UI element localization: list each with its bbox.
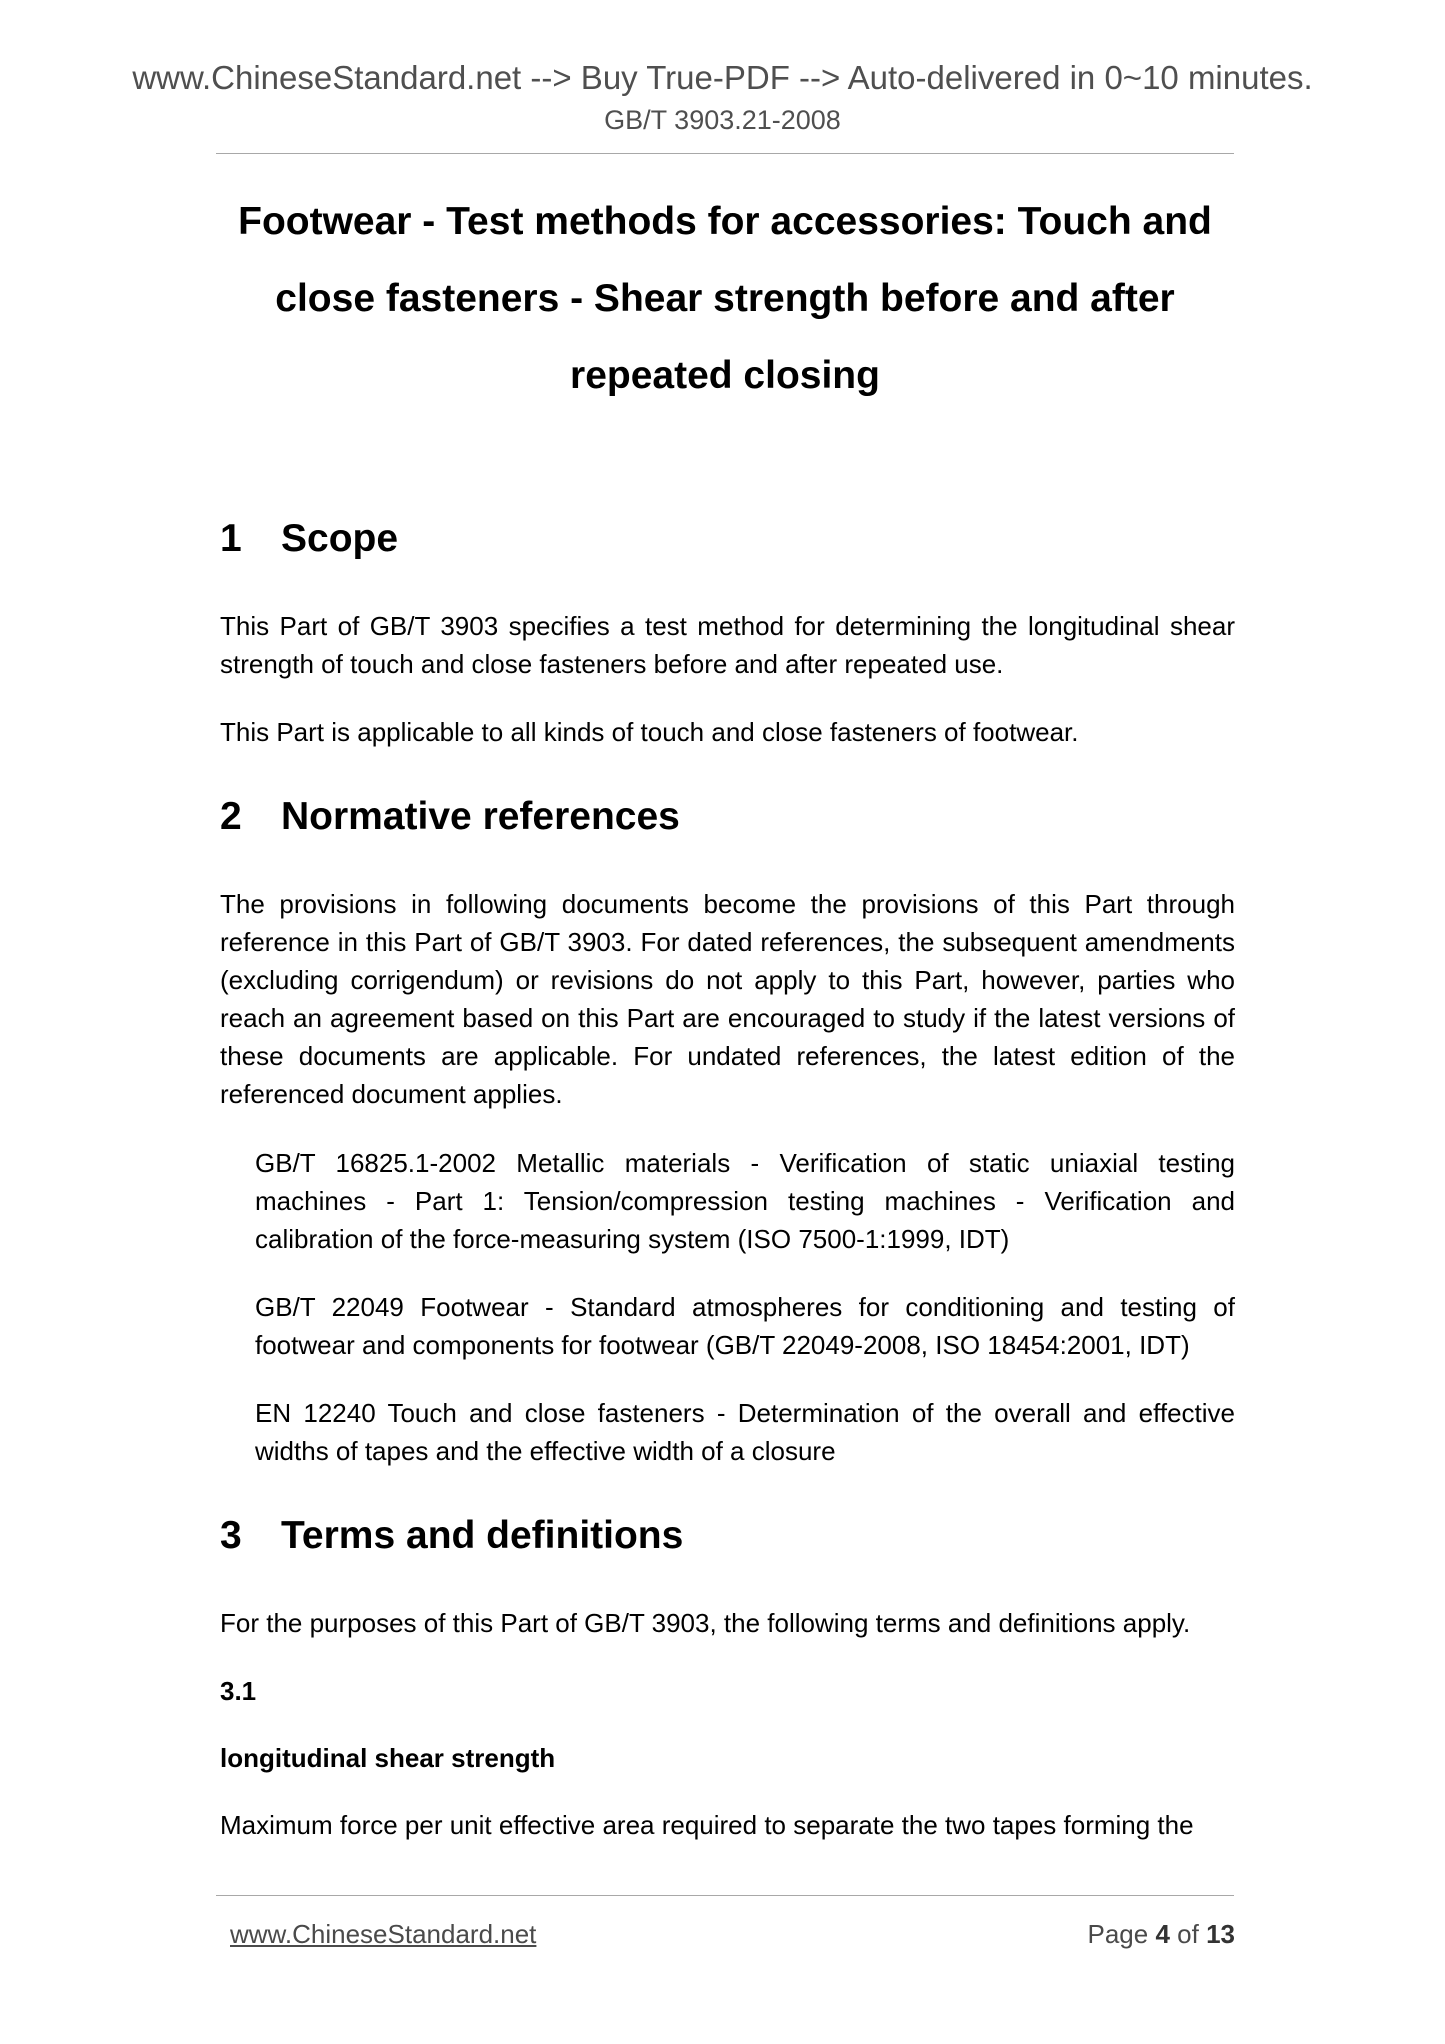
section-title: Normative references	[281, 795, 680, 838]
reference-item: EN 12240 Touch and close fasteners - Determination of the overall and effective widths of tapes and the effective width of a closure	[255, 1398, 1235, 1466]
scope-paragraph-1: This Part of GB/T 3903 specifies a test method for determining the longitudinal shear strength of touch and close fasteners before and after repeated use.	[220, 611, 1235, 679]
reference-item: GB/T 16825.1-2002 Metallic materials - Verification of static uniaxial testing machines - Part 1: Tension/compression testing machines - Verification and calibration of the force-measuring system (ISO 7500-1:1999, IDT)	[255, 1148, 1235, 1254]
header-rule	[216, 153, 1234, 154]
page-of-label: of	[1177, 1919, 1199, 1949]
title-line-3: repeated closing	[570, 354, 880, 397]
section-title: Scope	[281, 517, 399, 560]
section-number: 1	[220, 517, 242, 560]
terms-intro-paragraph: For the purposes of this Part of GB/T 3903, the following terms and definitions apply.	[220, 1608, 1191, 1638]
term-definition: Maximum force per unit effective area required to separate the two tapes forming the	[220, 1810, 1194, 1840]
page-indicator	[1087, 1917, 1235, 1951]
reference-item: GB/T 22049 Footwear - Standard atmospheres for conditioning and testing of footwear and components for footwear (GB/T 22049-2008, ISO 18454:2001, IDT)	[255, 1292, 1235, 1360]
section-number: 2	[220, 795, 242, 838]
section-heading-scope	[220, 516, 398, 562]
total-pages-number: 13	[1206, 1919, 1235, 1949]
section-number: 3	[220, 1514, 242, 1557]
term-name: longitudinal shear strength	[220, 1743, 556, 1773]
section-title: Terms and definitions	[281, 1514, 684, 1557]
footer-rule	[216, 1895, 1234, 1896]
normative-intro-paragraph: The provisions in following documents become the provisions of this Part through reference in this Part of GB/T 3903. For dated references, the subsequent amendments (excluding corrigendum) or revisions do not apply to this Part, however, parties who reach an agreement based on this Part are encouraged to study if the latest versions of these documents are applicable. For undated references, the latest edition of the referenced document applies.	[220, 889, 1235, 1109]
current-page-number: 4	[1155, 1919, 1170, 1949]
header-banner: www.ChineseStandard.net --> Buy True-PDF --> Auto-delivered in 0~10 minutes.	[132, 59, 1313, 96]
term-number: 3.1	[220, 1676, 257, 1706]
title-line-2: close fasteners - Shear strength before and after	[275, 277, 1175, 320]
document-title	[216, 183, 1234, 414]
footer-site-link[interactable]: www.ChineseStandard.net	[230, 1919, 537, 1949]
page-label: Page	[1087, 1919, 1149, 1949]
scope-paragraph-2: This Part is applicable to all kinds of touch and close fasteners of footwear.	[220, 717, 1079, 747]
section-heading-terms-and-definitions	[220, 1513, 683, 1559]
section-heading-normative-references	[220, 794, 680, 840]
title-line-1: Footwear - Test methods for accessories: Touch and	[238, 200, 1212, 243]
header-standard-number: GB/T 3903.21-2008	[604, 105, 841, 135]
